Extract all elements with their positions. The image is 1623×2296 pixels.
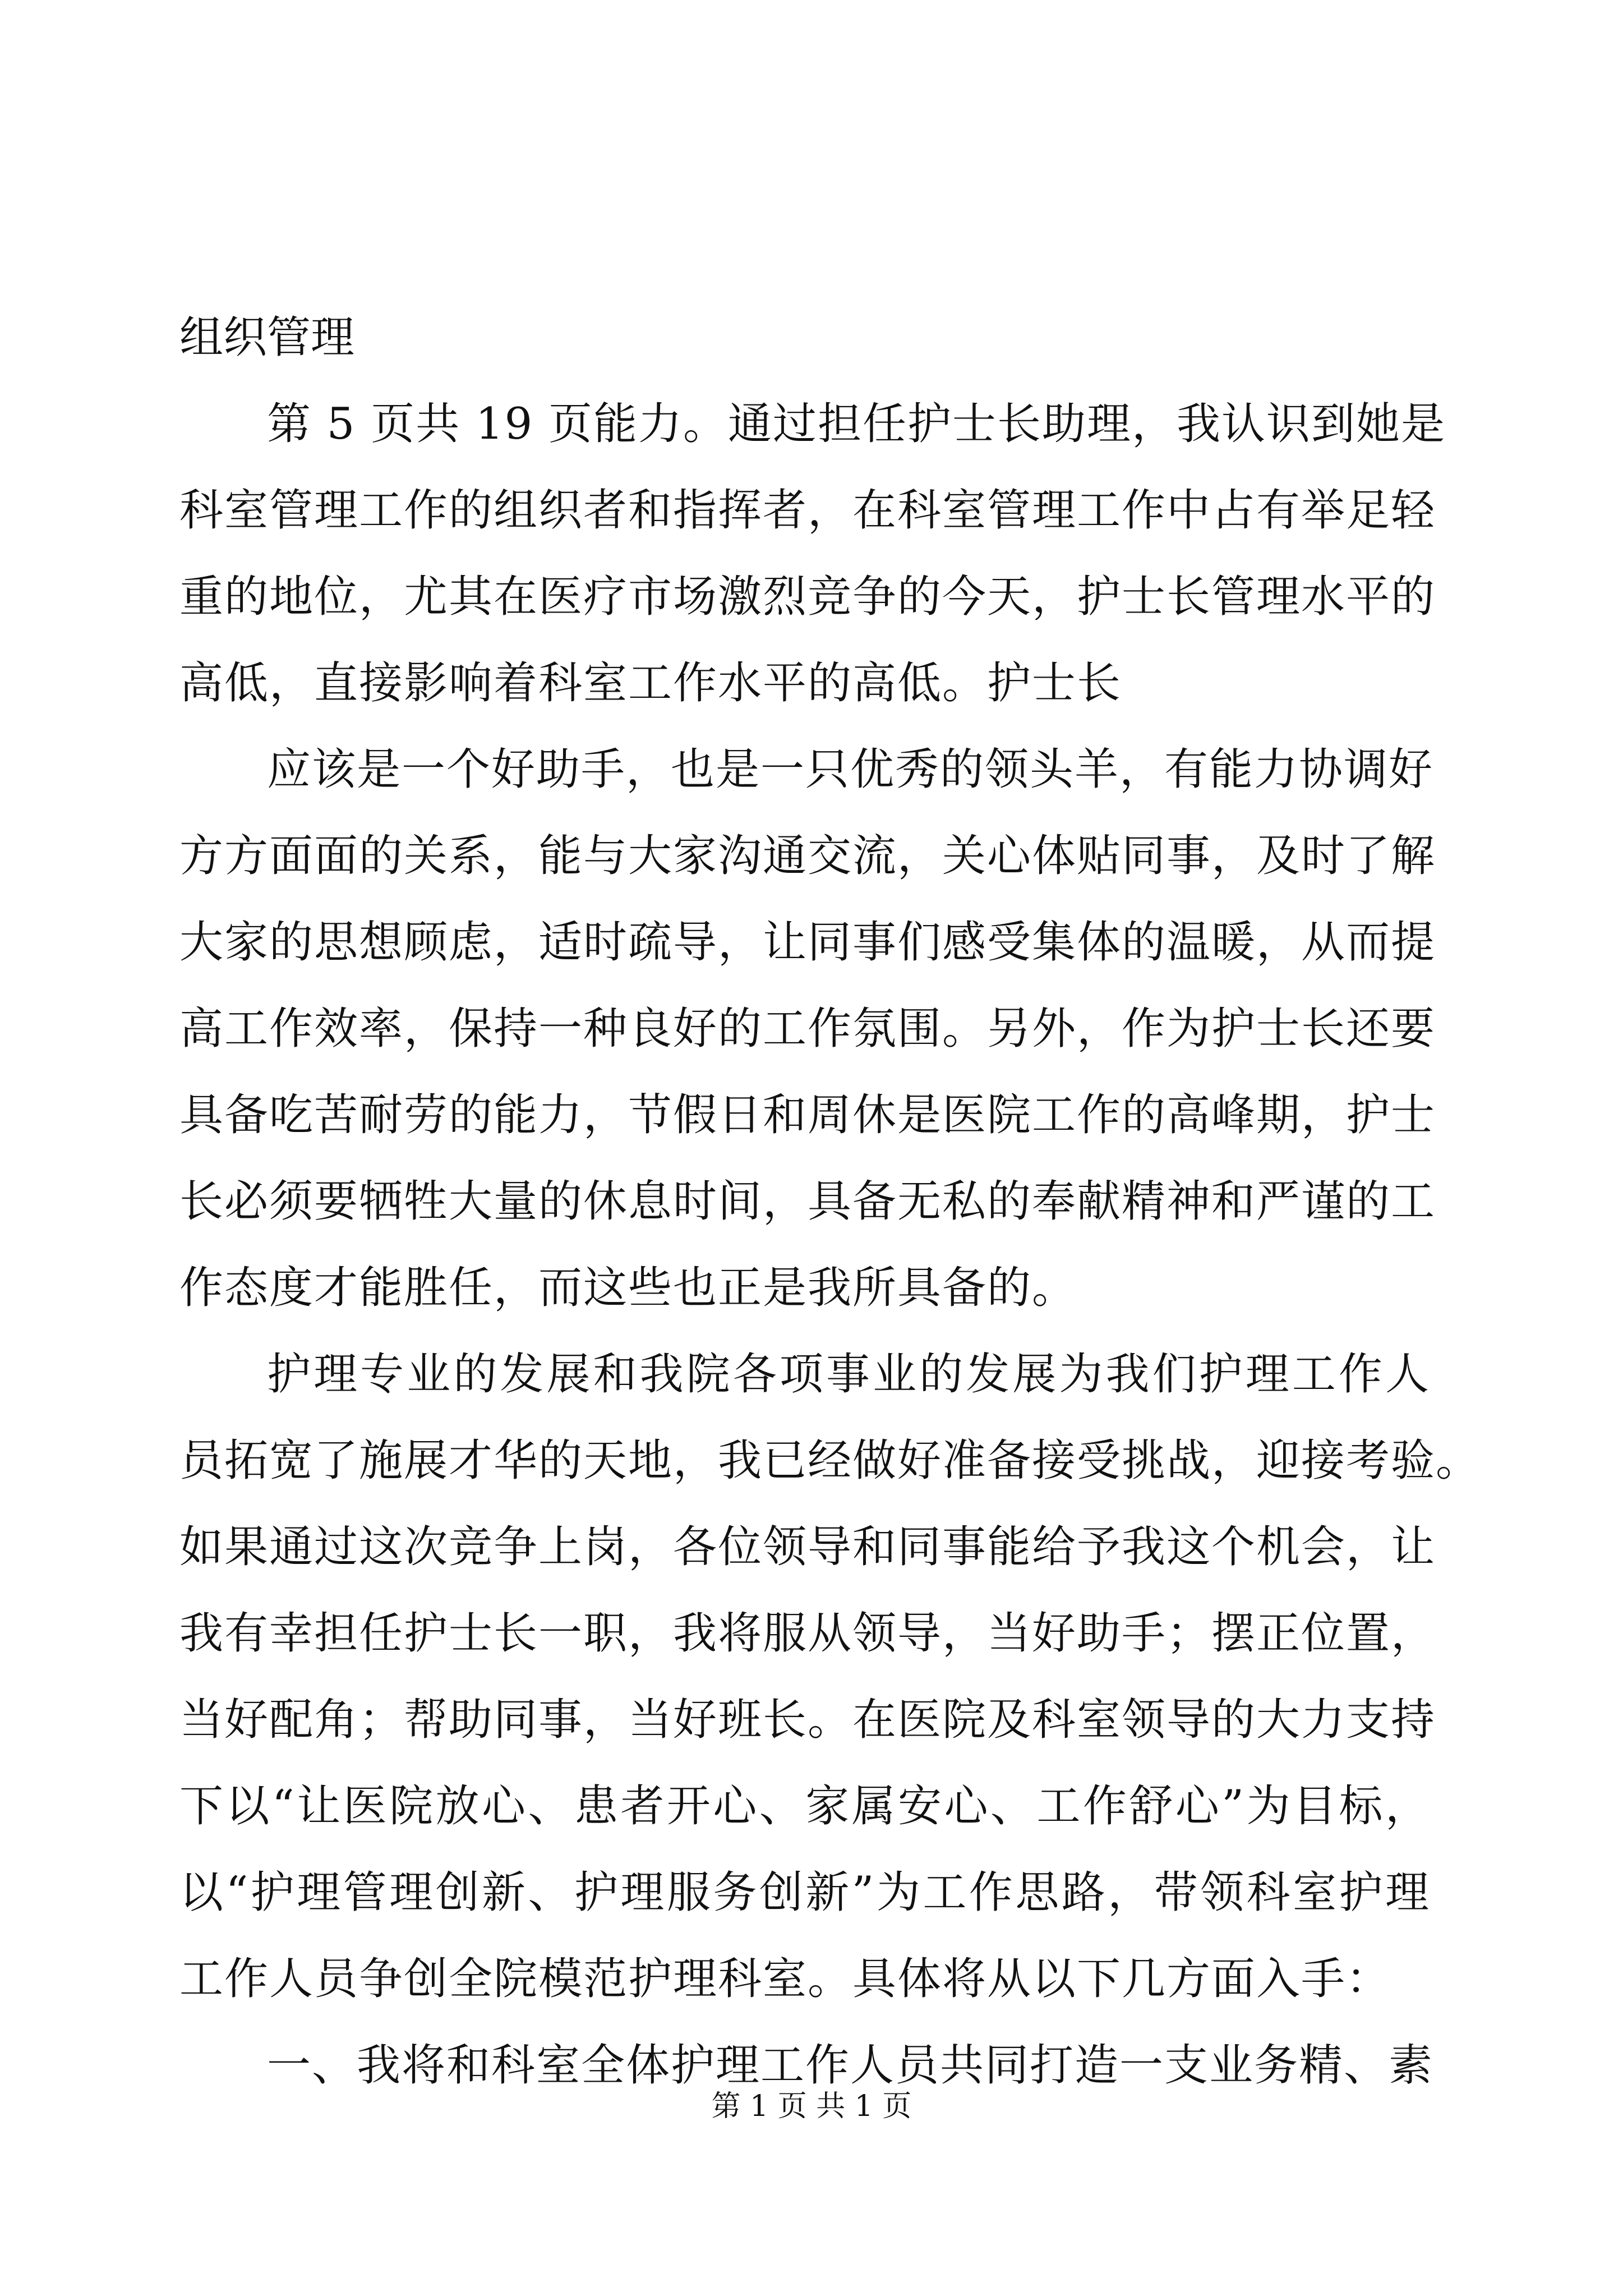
paragraph-line: 作态度才能胜任，而这些也正是我所具备的。 [179, 1263, 1077, 1313]
paragraph-line: 高工作效率，保持一种良好的工作氛围。另外，作为护士长还要 [179, 1004, 1436, 1054]
paragraph-line: 当好配角；帮助同事，当好班长。在医院及科室领导的大力支持 [179, 1695, 1436, 1745]
paragraph-line: 第 5 页共 19 页能力。通过担任护士长助理，我认识到她是 [267, 399, 1446, 449]
paragraph-line: 如果通过这次竞争上岗，各位领导和同事能给予我这个机会，让 [179, 1522, 1436, 1572]
paragraph-line: 科室管理工作的组织者和指挥者，在科室管理工作中占有举足轻 [179, 485, 1436, 536]
paragraph-2 [179, 726, 1436, 1331]
paragraph-line: 下以“让医院放心、患者开心、家属安心、工作舒心”为目标， [179, 1781, 1430, 1832]
paragraph-line: 一、我将和科室全体护理工作人员共同打造一支业务精、素 [267, 2040, 1434, 2091]
paragraph-line: 员拓宽了施展才华的天地，我已经做好准备接受挑战，迎接考验。 [179, 1435, 1481, 1486]
paragraph-line: 方方面面的关系，能与大家沟通交流，关心体贴同事，及时了解 [179, 831, 1436, 881]
page-number-footer: 第 1 页 共 1 页 [711, 2090, 912, 2123]
paragraph-line: 大家的思想顾虑，适时疏导，让同事们感受集体的温暖，从而提 [179, 917, 1436, 968]
paragraph-1 [179, 381, 1446, 726]
paragraph-line: 工作人员争创全院模范护理科室。具体将从以下几方面入手： [179, 1954, 1391, 2004]
paragraph-line: 高低，直接影响着科室工作水平的高低。护士长 [179, 658, 1122, 708]
section-heading: 组织管理 [179, 312, 355, 363]
document-body [179, 295, 1481, 2109]
paragraph-3 [179, 1331, 1481, 2022]
paragraph-line: 重的地位，尤其在医疗市场激烈竞争的今天，护士长管理水平的 [179, 572, 1436, 622]
paragraph-line: 我有幸担任护士长一职，我将服从领导，当好助手；摆正位置， [179, 1608, 1436, 1659]
paragraph-line: 以“护理管理创新、护理服务创新”为工作思路，带领科室护理 [179, 1867, 1430, 1918]
paragraph-line: 应该是一个好助手，也是一只优秀的领头羊，有能力协调好 [267, 744, 1434, 795]
paragraph-line: 具备吃苦耐劳的能力，节假日和周休是医院工作的高峰期，护士 [179, 1090, 1436, 1140]
paragraph-line: 护理专业的发展和我院各项事业的发展为我们护理工作人 [267, 1349, 1430, 1400]
paragraph-line: 长必须要牺牲大量的休息时间，具备无私的奉献精神和严谨的工 [179, 1176, 1436, 1227]
